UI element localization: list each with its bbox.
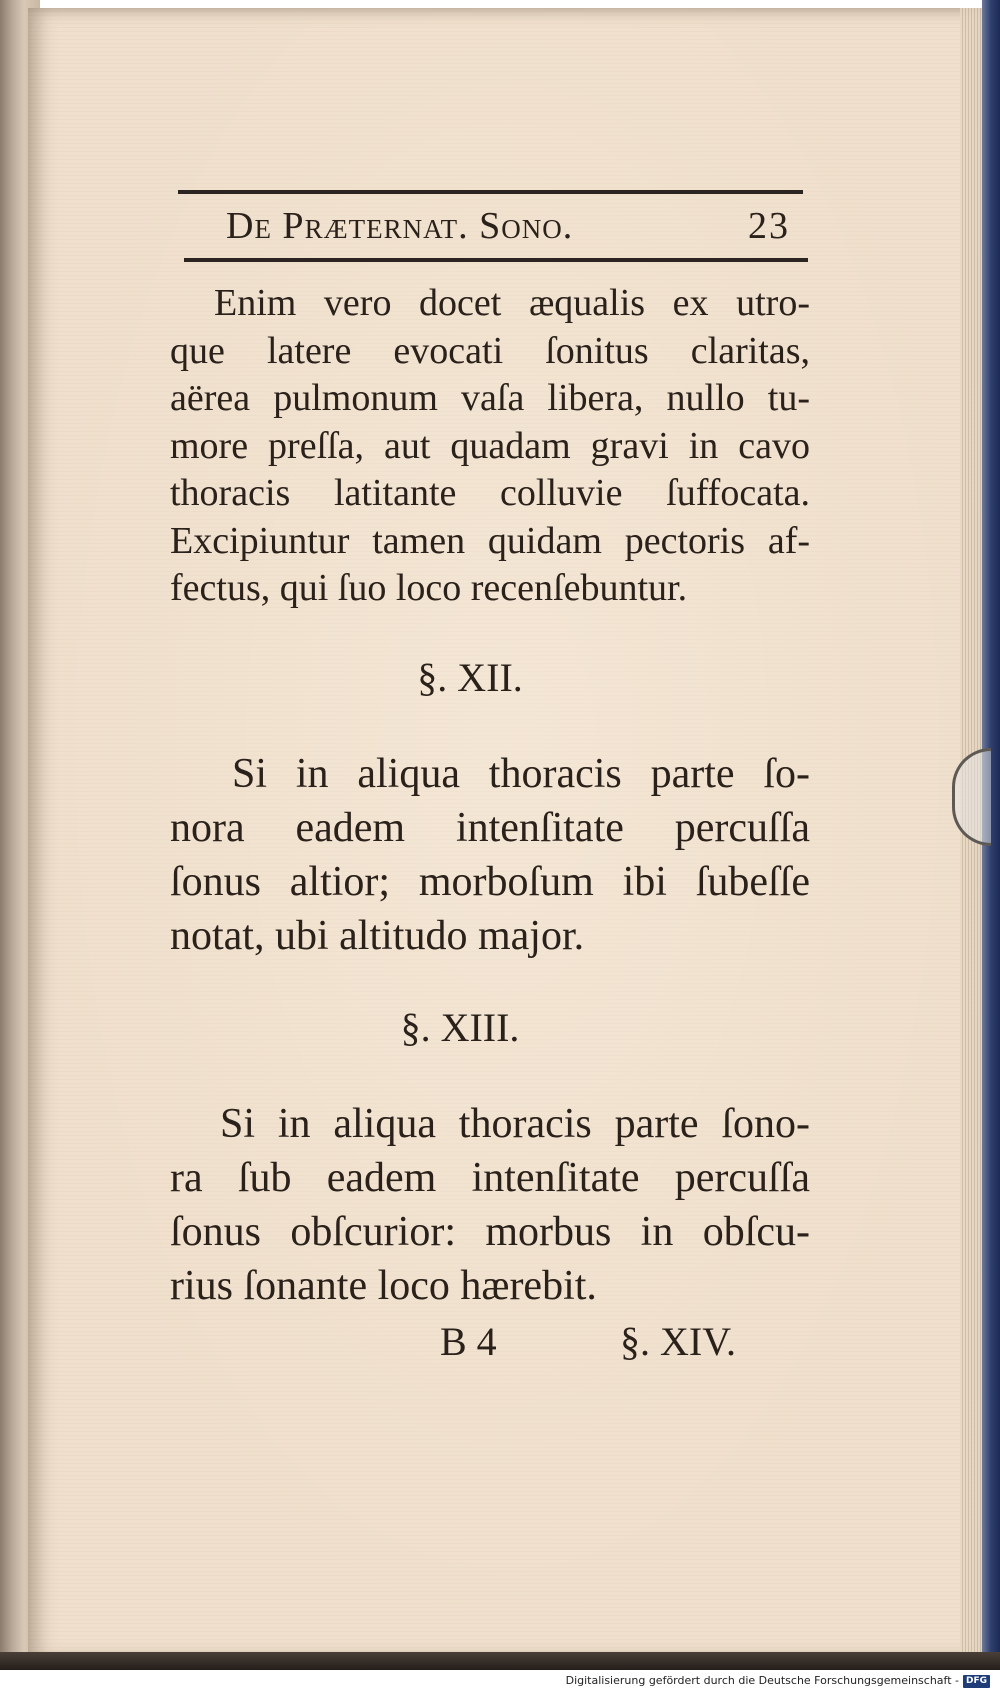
text-line: Excipiuntur tamen quidam pectoris af-: [170, 519, 810, 562]
text-line: thoracis latitante colluvie ſuffocata.: [170, 472, 810, 514]
digitization-credit: [566, 1672, 990, 1690]
text-line: aërea pulmonum vaſa libera, nullo tu-: [170, 377, 810, 419]
text-line: fectus, qui ſuo loco recenſebuntur.: [170, 567, 688, 609]
text-line: que latere evocati ſonitus claritas,: [170, 329, 810, 372]
catchword: §. XIV.: [620, 1318, 736, 1364]
text-line: more preſſa, aut quadam gravi in cavo: [170, 424, 810, 467]
book-cover-bottom: [0, 1652, 1000, 1670]
text-line: notat, ubi altitudo major.: [170, 912, 585, 959]
text-line: ſonus altior; morboſum ibi ſubeſſe: [170, 858, 810, 905]
text-line: rius ſonante loco hærebit.: [170, 1262, 597, 1309]
page-content: [170, 190, 810, 1367]
text-line: Si in aliqua thoracis parte ſono-: [220, 1100, 810, 1147]
text-line: Enim vero docet æqualis ex utro-: [214, 282, 810, 324]
text-line: Si in aliqua thoracis parte ſo-: [232, 750, 810, 797]
header-rule-bottom: [184, 258, 808, 262]
running-title: De Præternat. Sono.: [226, 205, 574, 247]
text-line: ra ſub eadem intenſitate percuſſa: [170, 1154, 810, 1201]
section-heading-xiii: §. XIII.: [400, 1004, 520, 1050]
credit-text: Digitalisierung gefördert durch die Deutsche Forschungsgemeinschaft -: [565, 1674, 959, 1687]
section-xiii-text: [170, 1097, 810, 1313]
text-line: nora eadem intenſitate percuſſa: [170, 804, 810, 851]
page-footer: [170, 1317, 810, 1367]
paragraph-1: [170, 280, 810, 613]
section-xii-text: [170, 747, 810, 963]
text-line: ſonus obſcurior: morbus in obſcu-: [170, 1208, 810, 1255]
running-header: [170, 194, 810, 252]
section-heading-xii: §. XII.: [417, 654, 523, 700]
page-number: 23: [748, 205, 790, 247]
signature-mark: B 4: [440, 1318, 497, 1364]
dfg-logo: DFG: [963, 1675, 990, 1688]
